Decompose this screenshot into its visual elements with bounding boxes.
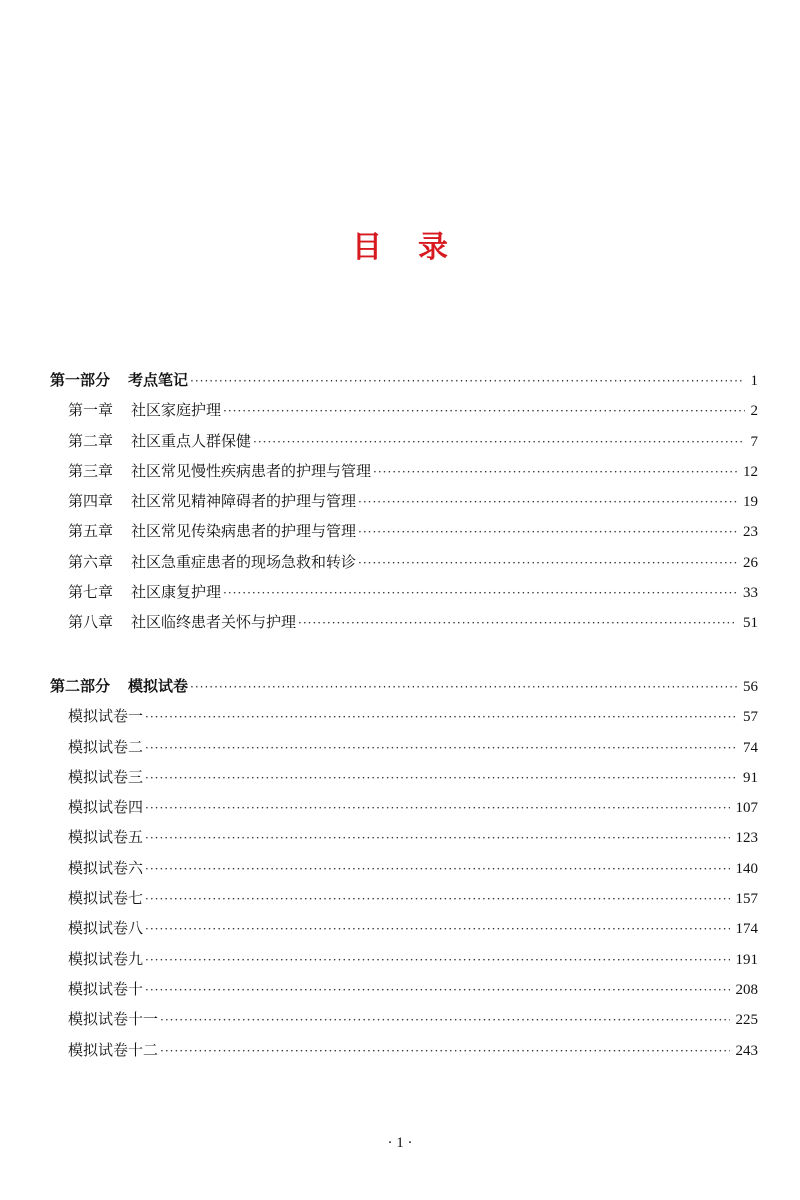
page-number: 107	[735, 800, 758, 817]
toc-part-1	[50, 365, 758, 638]
toc-entry[interactable]	[50, 1035, 758, 1065]
page-number: 51	[743, 615, 758, 632]
dot-leader	[145, 793, 729, 823]
dot-leader	[145, 975, 729, 1005]
page-number: 2	[750, 403, 758, 420]
toc-entry[interactable]	[50, 395, 758, 425]
dot-leader	[190, 672, 737, 702]
toc-entry[interactable]	[50, 913, 758, 943]
toc-entry[interactable]	[50, 792, 758, 822]
chapter-label: 第三章	[68, 461, 114, 480]
chapter-label: 第二章	[68, 431, 114, 450]
toc-entry[interactable]	[50, 732, 758, 762]
part-label: 第一部分	[50, 371, 111, 389]
page-number: 23	[743, 524, 758, 541]
entry-title: 模拟试卷五	[68, 828, 144, 847]
entry-title: 社区急重症患者的现场急救和转诊	[131, 552, 357, 571]
dot-leader	[223, 578, 737, 608]
toc-entry[interactable]	[50, 762, 758, 792]
dot-leader	[145, 823, 729, 853]
entry-title: 模拟试卷四	[68, 798, 144, 817]
toc-entry[interactable]	[50, 822, 758, 852]
entry-title: 模拟试卷九	[68, 949, 144, 968]
page-number: 225	[735, 1012, 758, 1029]
dot-leader	[145, 733, 737, 763]
toc-entry[interactable]	[50, 456, 758, 486]
dot-leader	[145, 702, 737, 732]
dot-leader	[298, 608, 737, 638]
toc-entry[interactable]	[50, 853, 758, 883]
chapter-label: 第六章	[68, 552, 114, 571]
entry-title: 社区康复护理	[131, 583, 222, 602]
page-number: 19	[743, 494, 758, 511]
part-label: 第二部分	[50, 677, 111, 695]
toc-entry[interactable]	[50, 883, 758, 913]
page-number: 243	[735, 1042, 758, 1059]
page-number: 26	[743, 554, 758, 571]
page-number: 56	[743, 679, 758, 695]
dot-leader	[160, 1005, 729, 1035]
dot-leader	[358, 487, 737, 517]
part-title: 模拟试卷	[128, 677, 189, 695]
chapter-label: 第八章	[68, 613, 114, 632]
toc-entry[interactable]	[50, 577, 758, 607]
dot-leader	[145, 914, 729, 944]
entry-title: 模拟试卷三	[68, 767, 144, 786]
toc-part-heading[interactable]	[50, 365, 758, 395]
toc-entry[interactable]	[50, 944, 758, 974]
page-number: 191	[735, 951, 758, 968]
entry-title: 社区常见精神障碍者的护理与管理	[131, 492, 357, 511]
dot-leader	[358, 517, 737, 547]
dot-leader	[145, 854, 729, 884]
part-title: 考点笔记	[128, 371, 189, 389]
entry-title: 模拟试卷六	[68, 858, 144, 877]
dot-leader	[358, 548, 737, 578]
entry-title: 社区临终患者关怀与护理	[131, 613, 297, 632]
toc-entry[interactable]	[50, 547, 758, 577]
entry-title: 模拟试卷七	[68, 889, 144, 908]
dot-leader	[253, 427, 744, 457]
entry-title: 社区重点人群保健	[131, 431, 252, 450]
page-title	[0, 222, 800, 266]
page-number: 33	[743, 585, 758, 602]
chapter-label: 第五章	[68, 522, 114, 541]
page-number: 157	[735, 891, 758, 908]
dot-leader	[190, 366, 744, 396]
entry-title: 模拟试卷一	[68, 707, 144, 726]
title-char: 目	[352, 230, 382, 265]
toc-entry[interactable]	[50, 1004, 758, 1034]
entry-title: 模拟试卷十二	[68, 1040, 159, 1059]
dot-leader	[160, 1036, 729, 1066]
entry-title: 模拟试卷八	[68, 919, 144, 938]
page-number: 74	[743, 739, 758, 756]
title-char: 录	[418, 230, 448, 265]
chapter-label: 第一章	[68, 401, 114, 420]
toc-entry[interactable]	[50, 516, 758, 546]
entry-title: 社区家庭护理	[131, 401, 222, 420]
toc-entry[interactable]	[50, 486, 758, 516]
entry-title: 社区常见慢性疾病患者的护理与管理	[131, 461, 372, 480]
entry-title: 社区常见传染病患者的护理与管理	[131, 522, 357, 541]
entry-title: 模拟试卷二	[68, 737, 144, 756]
toc-entry[interactable]	[50, 607, 758, 637]
page-number: 140	[735, 860, 758, 877]
page-number: 12	[743, 463, 758, 480]
chapter-label: 第七章	[68, 583, 114, 602]
entry-title: 模拟试卷十一	[68, 1010, 159, 1029]
chapter-label: 第四章	[68, 492, 114, 511]
dot-leader	[223, 396, 744, 426]
dot-leader	[373, 457, 737, 487]
dot-leader	[145, 763, 737, 793]
toc-entry[interactable]	[50, 701, 758, 731]
dot-leader	[145, 945, 729, 975]
page-number: 7	[750, 433, 758, 450]
toc-part-heading[interactable]	[50, 671, 758, 701]
toc-entry[interactable]	[50, 426, 758, 456]
page-number: 123	[735, 830, 758, 847]
toc-entry[interactable]	[50, 974, 758, 1004]
page-number: 91	[743, 769, 758, 786]
page-number: 1	[750, 373, 758, 389]
dot-leader	[145, 884, 729, 914]
toc-part-2	[50, 671, 758, 1065]
page-number: 208	[735, 981, 758, 998]
page-number: 57	[743, 709, 758, 726]
footer-page-number: · 1 ·	[387, 1135, 413, 1151]
page-number: 174	[735, 921, 758, 938]
entry-title: 模拟试卷十	[68, 979, 144, 998]
